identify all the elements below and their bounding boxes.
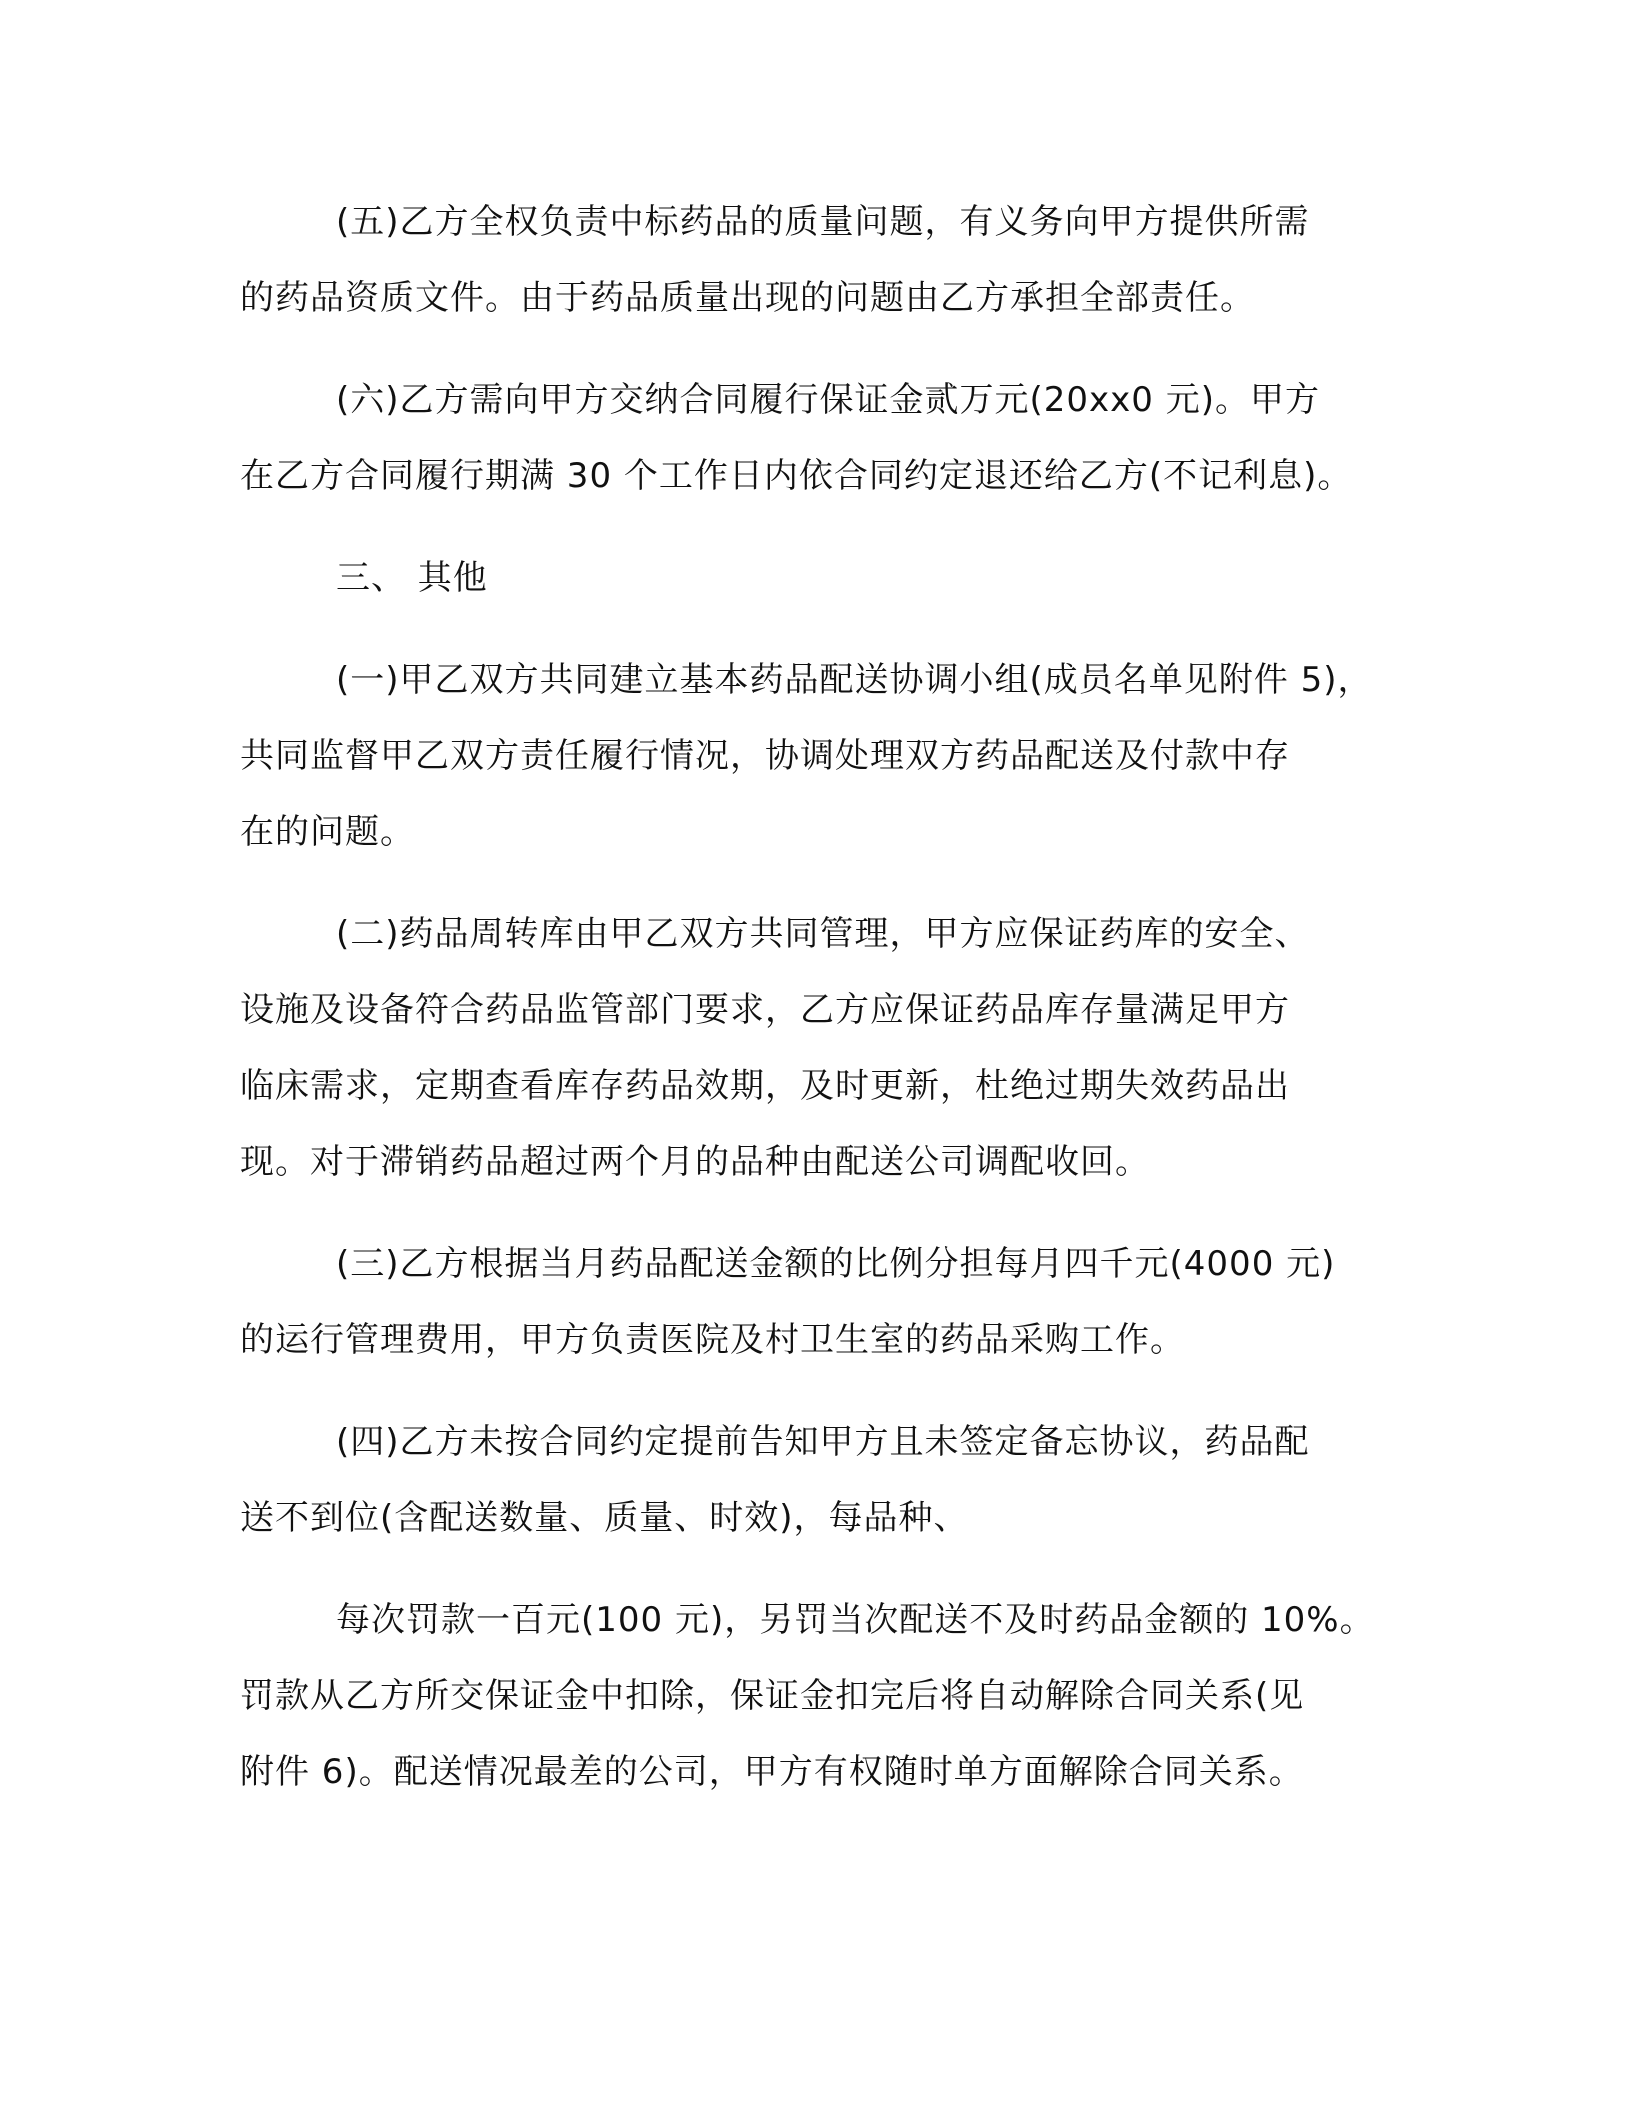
paragraph-line: 在乙方合同履行期满 30 个工作日内依合同约定退还给乙方(不记利息)。 — [240, 456, 1353, 496]
paragraph-line: 的运行管理费用，甲方负责医院及村卫生室的药品采购工作。 — [240, 1320, 1185, 1360]
paragraph-line: (一)甲乙双方共同建立基本药品配送协调小组(成员名单见附件 5)， — [336, 660, 1373, 700]
paragraph-item-3 — [240, 1226, 1400, 1378]
paragraph-line: (六)乙方需向甲方交纳合同履行保证金贰万元(20xx0 元)。甲方 — [336, 380, 1321, 420]
paragraph-line: (三)乙方根据当月药品配送金额的比例分担每月四千元(4000 元) — [336, 1244, 1336, 1284]
section-heading: 三、 其他 — [336, 558, 488, 598]
paragraph-line: 送不到位(含配送数量、质量、时效)，每品种、 — [240, 1498, 969, 1538]
paragraph-line: (五)乙方全权负责中标药品的质量问题，有义务向甲方提供所需 — [336, 202, 1310, 242]
paragraph-item-6 — [240, 362, 1400, 514]
paragraph-line: 的药品资质文件。由于药品质量出现的问题由乙方承担全部责任。 — [240, 278, 1255, 318]
paragraph-item-1 — [240, 642, 1400, 870]
paragraph-line: (二)药品周转库由甲乙双方共同管理，甲方应保证药库的安全、 — [336, 914, 1310, 954]
paragraph-item-5 — [240, 184, 1400, 336]
paragraph-line: 罚款从乙方所交保证金中扣除，保证金扣完后将自动解除合同关系(见 — [240, 1676, 1305, 1716]
paragraph-line: 现。对于滞销药品超过两个月的品种由配送公司调配收回。 — [240, 1142, 1150, 1182]
paragraph-line: 每次罚款一百元(100 元)，另罚当次配送不及时药品金额的 10%。 — [336, 1600, 1375, 1640]
paragraph-item-2 — [240, 896, 1400, 1200]
paragraph-line: 在的问题。 — [240, 812, 415, 852]
section-heading-other — [240, 540, 1400, 616]
paragraph-item-4 — [240, 1404, 1400, 1556]
paragraph-line: 附件 6)。配送情况最差的公司，甲方有权随时单方面解除合同关系。 — [240, 1752, 1304, 1792]
paragraph-line: (四)乙方未按合同约定提前告知甲方且未签定备忘协议，药品配 — [336, 1422, 1310, 1462]
paragraph-line: 共同监督甲乙双方责任履行情况，协调处理双方药品配送及付款中存 — [240, 736, 1290, 776]
paragraph-line: 设施及设备符合药品监管部门要求，乙方应保证药品库存量满足甲方 — [240, 990, 1290, 1030]
paragraph-line: 临床需求，定期查看库存药品效期，及时更新，杜绝过期失效药品出 — [240, 1066, 1290, 1106]
document-body — [240, 184, 1400, 1810]
paragraph-item-4-continued — [240, 1582, 1400, 1810]
